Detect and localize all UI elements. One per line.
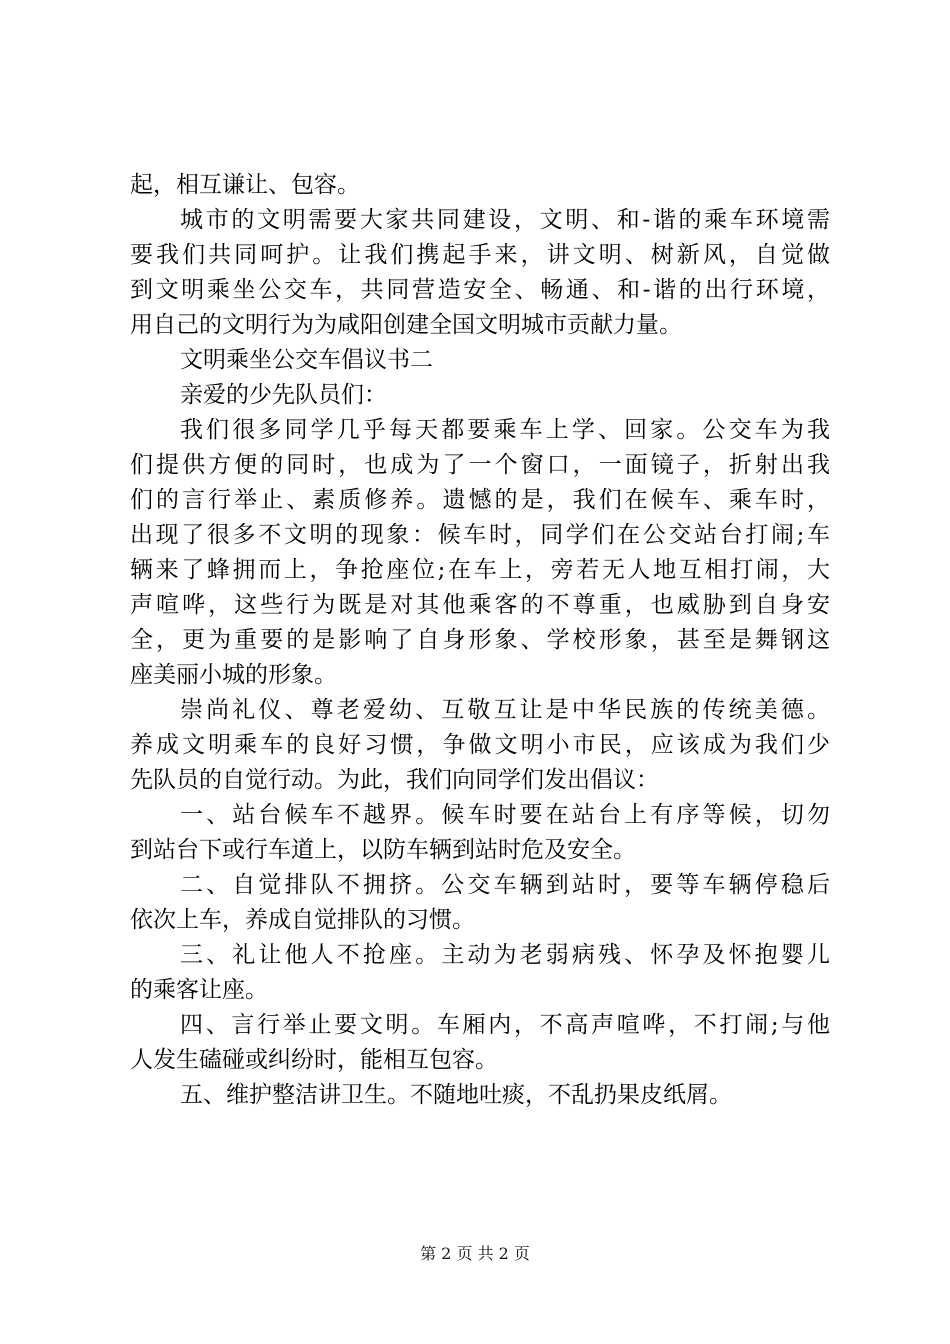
text-line: 四、言行举止要文明。车厢内，不高声喧哗，不打闹;与他: [180, 1012, 830, 1038]
text-line: 依次上车，养成自觉排队的习惯。: [130, 907, 475, 933]
text-line: 出现了很多不文明的现象：候车时，同学们在公交站台打闹;车: [130, 522, 830, 548]
text-line: 三、礼让他人不抢座。主动为老弱病残、怀孕及怀抱婴儿: [180, 942, 830, 968]
text-line: 声喧哗，这些行为既是对其他乘客的不尊重，也威胁到自身安: [130, 592, 830, 618]
section-heading: 文明乘坐公交车倡议书二: [180, 347, 433, 373]
text-line: 座美丽小城的形象。: [130, 662, 337, 688]
text-line: 起，相互谦让、包容。: [130, 172, 360, 198]
salutation: 亲爱的少先队员们：: [180, 382, 387, 408]
text-line: 们提供方便的同时，也成为了一个窗口，一面镜子，折射出我: [130, 452, 830, 478]
text-line: 要我们共同呵护。让我们携起手来，讲文明、树新风，自觉做: [130, 242, 830, 268]
text-line: 崇尚礼仪、尊老爱幼、互敬互让是中华民族的传统美德。: [180, 697, 830, 723]
text-line: 二、自觉排队不拥挤。公交车辆到站时，要等车辆停稳后: [180, 872, 830, 898]
page-number-footer: 第 2 页 共 2 页: [420, 1244, 530, 1263]
text-line: 辆来了蜂拥而上，争抢座位;在车上，旁若无人地互相打闹，大: [130, 557, 830, 583]
text-line: 到文明乘坐公交车，共同营造安全、畅通、和-谐的出行环境，: [130, 277, 830, 303]
text-line: 城市的文明需要大家共同建设，文明、和-谐的乘车环境需: [180, 207, 830, 233]
text-line: 的乘客让座。: [130, 977, 268, 1003]
text-line: 们的言行举止、素质修养。遗憾的是，我们在候车、乘车时，: [130, 487, 830, 513]
text-line: 养成文明乘车的良好习惯，争做文明小市民，应该成为我们少: [130, 732, 830, 758]
text-line: 全，更为重要的是影响了自身形象、学校形象，甚至是舞钢这: [130, 627, 830, 653]
text-line: 用自己的文明行为为咸阳创建全国文明城市贡献力量。: [130, 312, 682, 338]
text-line: 我们很多同学几乎每天都要乘车上学、回家。公交车为我: [180, 417, 830, 443]
text-line: 到站台下或行车道上，以防车辆到站时危及安全。: [130, 837, 636, 863]
text-line: 人发生磕碰或纠纷时，能相互包容。: [130, 1047, 498, 1073]
document-body: [130, 168, 830, 1113]
text-line: 一、站台候车不越界。候车时要在站台上有序等候，切勿: [180, 802, 830, 828]
text-line: 五、维护整洁讲卫生。不随地吐痰，不乱扔果皮纸屑。: [180, 1082, 732, 1108]
text-line: 先队员的自觉行动。为此，我们向同学们发出倡议：: [130, 767, 659, 793]
